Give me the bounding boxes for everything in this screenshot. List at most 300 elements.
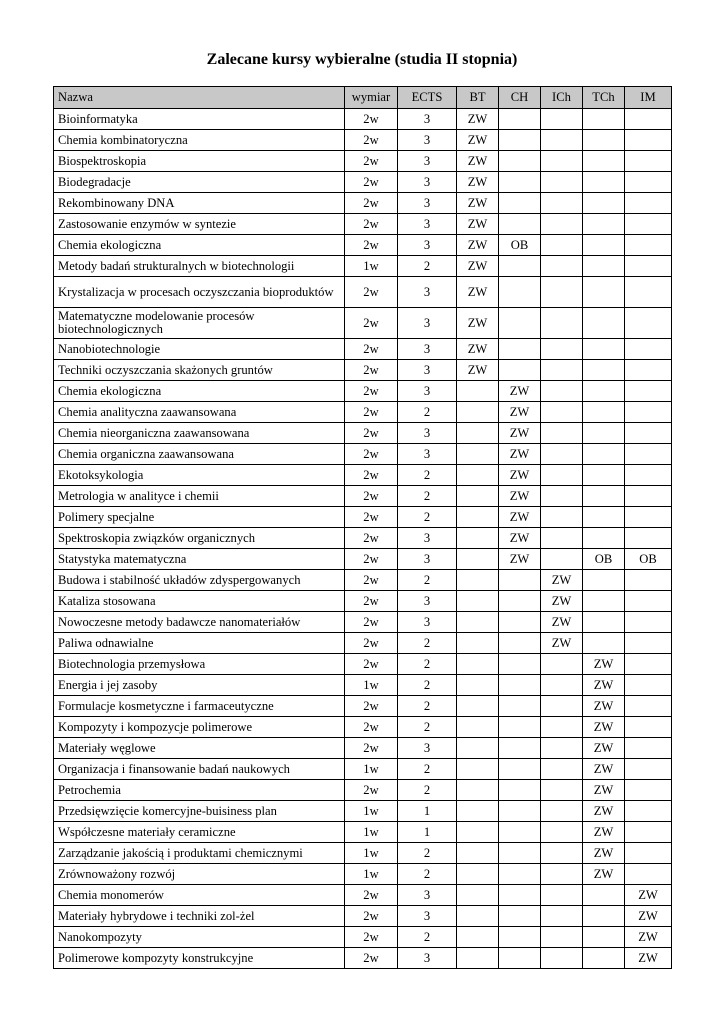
cell-wymiar: 2w xyxy=(345,927,398,948)
page-title: Zalecane kursy wybieralne (studia II stopnia) xyxy=(206,51,518,68)
cell-name: Biodegradacje xyxy=(54,172,345,193)
cell-ects: 2 xyxy=(398,465,457,486)
cell-bt xyxy=(457,465,499,486)
cell-ects: 2 xyxy=(398,507,457,528)
cell-wymiar: 2w xyxy=(345,339,398,360)
cell-ch xyxy=(499,696,541,717)
cell-tch: ZW xyxy=(583,717,625,738)
cell-tch xyxy=(583,591,625,612)
table-row xyxy=(54,308,672,339)
cell-ch xyxy=(499,780,541,801)
cell-ects: 2 xyxy=(398,570,457,591)
cell-ch xyxy=(499,214,541,235)
cell-im xyxy=(625,339,672,360)
table-row xyxy=(54,172,672,193)
cell-bt xyxy=(457,822,499,843)
cell-name: Zrównoważony rozwój xyxy=(54,864,345,885)
table-row xyxy=(54,906,672,927)
cell-ch xyxy=(499,864,541,885)
cell-name: Matematyczne modelowanie procesów biotechnologicznych xyxy=(54,308,345,339)
cell-tch xyxy=(583,109,625,130)
cell-ich xyxy=(541,696,583,717)
cell-ich xyxy=(541,948,583,969)
cell-bt xyxy=(457,612,499,633)
cell-bt xyxy=(457,675,499,696)
cell-ich xyxy=(541,256,583,277)
cell-ich xyxy=(541,759,583,780)
cell-im xyxy=(625,193,672,214)
cell-name: Chemia kombinatoryczna xyxy=(54,130,345,151)
cell-tch xyxy=(583,381,625,402)
cell-im xyxy=(625,172,672,193)
cell-im xyxy=(625,612,672,633)
cell-tch xyxy=(583,528,625,549)
cell-bt xyxy=(457,486,499,507)
cell-ects: 2 xyxy=(398,927,457,948)
cell-ich xyxy=(541,109,583,130)
table-row xyxy=(54,885,672,906)
cell-im xyxy=(625,675,672,696)
cell-ich: ZW xyxy=(541,570,583,591)
table-row xyxy=(54,570,672,591)
cell-tch: ZW xyxy=(583,696,625,717)
cell-bt: ZW xyxy=(457,256,499,277)
cell-im xyxy=(625,235,672,256)
cell-ich xyxy=(541,423,583,444)
cell-ch: ZW xyxy=(499,507,541,528)
cell-ich xyxy=(541,885,583,906)
cell-tch: ZW xyxy=(583,759,625,780)
cell-ich xyxy=(541,339,583,360)
table-row xyxy=(54,402,672,423)
cell-name: Chemia organiczna zaawansowana xyxy=(54,444,345,465)
cell-bt: ZW xyxy=(457,308,499,339)
table-row xyxy=(54,507,672,528)
cell-ich xyxy=(541,151,583,172)
cell-im xyxy=(625,717,672,738)
cell-tch xyxy=(583,256,625,277)
cell-ch xyxy=(499,591,541,612)
table-row xyxy=(54,109,672,130)
cell-ects: 3 xyxy=(398,381,457,402)
cell-bt xyxy=(457,906,499,927)
cell-bt xyxy=(457,843,499,864)
cell-tch xyxy=(583,906,625,927)
cell-im xyxy=(625,277,672,308)
cell-tch xyxy=(583,360,625,381)
cell-wymiar: 2w xyxy=(345,465,398,486)
cell-ects: 3 xyxy=(398,151,457,172)
cell-bt xyxy=(457,528,499,549)
table-row xyxy=(54,193,672,214)
cell-ects: 3 xyxy=(398,360,457,381)
table-row xyxy=(54,612,672,633)
table-row xyxy=(54,675,672,696)
table-row xyxy=(54,633,672,654)
cell-im xyxy=(625,360,672,381)
cell-im: ZW xyxy=(625,927,672,948)
cell-im xyxy=(625,801,672,822)
table-body xyxy=(54,109,672,969)
cell-name: Formulacje kosmetyczne i farmaceutyczne xyxy=(54,696,345,717)
cell-name: Zarządzanie jakością i produktami chemicznymi xyxy=(54,843,345,864)
cell-ects: 2 xyxy=(398,486,457,507)
cell-im xyxy=(625,130,672,151)
cell-ects: 3 xyxy=(398,738,457,759)
cell-ich xyxy=(541,444,583,465)
cell-name: Polimery specjalne xyxy=(54,507,345,528)
header-tch: TCh xyxy=(583,87,625,109)
courses-table xyxy=(53,86,672,969)
header-ects: ECTS xyxy=(398,87,457,109)
cell-ch xyxy=(499,906,541,927)
cell-ects: 3 xyxy=(398,444,457,465)
cell-tch: OB xyxy=(583,549,625,570)
cell-bt xyxy=(457,549,499,570)
cell-wymiar: 2w xyxy=(345,402,398,423)
cell-wymiar: 2w xyxy=(345,423,398,444)
cell-ch xyxy=(499,612,541,633)
cell-ects: 1 xyxy=(398,822,457,843)
table-row xyxy=(54,381,672,402)
cell-ects: 2 xyxy=(398,864,457,885)
cell-im xyxy=(625,381,672,402)
cell-wymiar: 2w xyxy=(345,780,398,801)
cell-ch xyxy=(499,759,541,780)
cell-ich xyxy=(541,717,583,738)
header-im: IM xyxy=(625,87,672,109)
cell-bt: ZW xyxy=(457,151,499,172)
cell-wymiar: 2w xyxy=(345,948,398,969)
cell-bt xyxy=(457,507,499,528)
cell-ects: 3 xyxy=(398,193,457,214)
cell-ch: ZW xyxy=(499,381,541,402)
cell-ects: 2 xyxy=(398,759,457,780)
cell-wymiar: 2w xyxy=(345,507,398,528)
cell-im: ZW xyxy=(625,885,672,906)
table-row xyxy=(54,130,672,151)
cell-ich: ZW xyxy=(541,591,583,612)
table-row xyxy=(54,696,672,717)
table-row xyxy=(54,654,672,675)
cell-ch xyxy=(499,277,541,308)
header-row xyxy=(54,87,672,109)
cell-tch xyxy=(583,172,625,193)
table-row xyxy=(54,864,672,885)
cell-ch xyxy=(499,633,541,654)
cell-tch: ZW xyxy=(583,801,625,822)
cell-ects: 3 xyxy=(398,308,457,339)
cell-ich xyxy=(541,465,583,486)
cell-bt xyxy=(457,717,499,738)
cell-tch: ZW xyxy=(583,738,625,759)
cell-ch xyxy=(499,885,541,906)
cell-tch xyxy=(583,214,625,235)
cell-ects: 3 xyxy=(398,612,457,633)
cell-bt: ZW xyxy=(457,193,499,214)
cell-ich xyxy=(541,780,583,801)
cell-bt xyxy=(457,738,499,759)
cell-wymiar: 2w xyxy=(345,528,398,549)
cell-ich xyxy=(541,549,583,570)
cell-ch: ZW xyxy=(499,486,541,507)
table-row xyxy=(54,717,672,738)
cell-ch xyxy=(499,339,541,360)
cell-wymiar: 2w xyxy=(345,277,398,308)
cell-ich xyxy=(541,308,583,339)
cell-im xyxy=(625,109,672,130)
cell-ects: 2 xyxy=(398,633,457,654)
cell-ects: 3 xyxy=(398,591,457,612)
cell-im xyxy=(625,570,672,591)
cell-ects: 2 xyxy=(398,402,457,423)
cell-im xyxy=(625,308,672,339)
cell-wymiar: 1w xyxy=(345,675,398,696)
cell-name: Ekotoksykologia xyxy=(54,465,345,486)
table-row xyxy=(54,780,672,801)
cell-ch xyxy=(499,717,541,738)
cell-ects: 1 xyxy=(398,801,457,822)
cell-ects: 3 xyxy=(398,235,457,256)
table-row xyxy=(54,277,672,308)
table-row xyxy=(54,486,672,507)
table-row xyxy=(54,759,672,780)
cell-wymiar: 2w xyxy=(345,172,398,193)
cell-name: Biospektroskopia xyxy=(54,151,345,172)
cell-bt xyxy=(457,885,499,906)
cell-ch: ZW xyxy=(499,549,541,570)
table-row xyxy=(54,235,672,256)
cell-bt xyxy=(457,654,499,675)
cell-im: ZW xyxy=(625,948,672,969)
cell-im xyxy=(625,780,672,801)
cell-ich xyxy=(541,277,583,308)
cell-ects: 3 xyxy=(398,214,457,235)
cell-tch: ZW xyxy=(583,822,625,843)
cell-im: OB xyxy=(625,549,672,570)
cell-ich xyxy=(541,675,583,696)
cell-name: Statystyka matematyczna xyxy=(54,549,345,570)
cell-ects: 3 xyxy=(398,130,457,151)
cell-name: Chemia ekologiczna xyxy=(54,381,345,402)
cell-wymiar: 1w xyxy=(345,822,398,843)
cell-ch xyxy=(499,927,541,948)
cell-ch xyxy=(499,109,541,130)
cell-tch xyxy=(583,465,625,486)
cell-ch xyxy=(499,738,541,759)
cell-im xyxy=(625,864,672,885)
cell-bt xyxy=(457,864,499,885)
cell-ch xyxy=(499,172,541,193)
cell-wymiar: 1w xyxy=(345,843,398,864)
cell-ch xyxy=(499,654,541,675)
cell-name: Nanokompozyty xyxy=(54,927,345,948)
cell-bt xyxy=(457,381,499,402)
cell-ich xyxy=(541,402,583,423)
cell-ich xyxy=(541,738,583,759)
cell-wymiar: 2w xyxy=(345,193,398,214)
cell-bt xyxy=(457,948,499,969)
cell-wymiar: 2w xyxy=(345,591,398,612)
cell-ich xyxy=(541,927,583,948)
cell-ects: 3 xyxy=(398,339,457,360)
cell-name: Kompozyty i kompozycje polimerowe xyxy=(54,717,345,738)
cell-ch: ZW xyxy=(499,423,541,444)
table-row xyxy=(54,948,672,969)
cell-im xyxy=(625,214,672,235)
cell-ects: 2 xyxy=(398,256,457,277)
cell-name: Nanobiotechnologie xyxy=(54,339,345,360)
cell-ects: 3 xyxy=(398,885,457,906)
cell-ich xyxy=(541,864,583,885)
cell-bt xyxy=(457,570,499,591)
cell-name: Nowoczesne metody badawcze nanomateriałów xyxy=(54,612,345,633)
cell-ch: ZW xyxy=(499,444,541,465)
cell-wymiar: 2w xyxy=(345,717,398,738)
cell-ects: 3 xyxy=(398,528,457,549)
cell-ch: ZW xyxy=(499,465,541,486)
cell-wymiar: 1w xyxy=(345,759,398,780)
cell-name: Budowa i stabilność układów zdyspergowanych xyxy=(54,570,345,591)
cell-im xyxy=(625,507,672,528)
table-row xyxy=(54,801,672,822)
cell-ich xyxy=(541,801,583,822)
cell-bt: ZW xyxy=(457,277,499,308)
cell-tch xyxy=(583,339,625,360)
header-ich: ICh xyxy=(541,87,583,109)
cell-wymiar: 2w xyxy=(345,633,398,654)
cell-tch xyxy=(583,235,625,256)
cell-wymiar: 2w xyxy=(345,885,398,906)
cell-im xyxy=(625,423,672,444)
cell-wymiar: 2w xyxy=(345,549,398,570)
cell-bt: ZW xyxy=(457,235,499,256)
cell-ch xyxy=(499,151,541,172)
cell-im: ZW xyxy=(625,906,672,927)
cell-ch xyxy=(499,308,541,339)
cell-name: Materiały węglowe xyxy=(54,738,345,759)
cell-im xyxy=(625,843,672,864)
cell-bt: ZW xyxy=(457,172,499,193)
cell-im xyxy=(625,738,672,759)
cell-tch xyxy=(583,151,625,172)
cell-ich xyxy=(541,235,583,256)
cell-wymiar: 2w xyxy=(345,570,398,591)
cell-wymiar: 1w xyxy=(345,256,398,277)
cell-wymiar: 2w xyxy=(345,109,398,130)
cell-bt xyxy=(457,696,499,717)
cell-bt xyxy=(457,591,499,612)
cell-ich xyxy=(541,381,583,402)
header-wymiar: wymiar xyxy=(345,87,398,109)
cell-ich xyxy=(541,507,583,528)
cell-ch xyxy=(499,822,541,843)
cell-ch: OB xyxy=(499,235,541,256)
cell-name: Spektroskopia związków organicznych xyxy=(54,528,345,549)
cell-name: Chemia nieorganiczna zaawansowana xyxy=(54,423,345,444)
cell-ch xyxy=(499,256,541,277)
cell-ch xyxy=(499,801,541,822)
cell-im xyxy=(625,444,672,465)
cell-tch xyxy=(583,507,625,528)
cell-tch xyxy=(583,612,625,633)
cell-wymiar: 2w xyxy=(345,444,398,465)
cell-name: Biotechnologia przemysłowa xyxy=(54,654,345,675)
cell-im xyxy=(625,696,672,717)
cell-name: Kataliza stosowana xyxy=(54,591,345,612)
table-row xyxy=(54,591,672,612)
cell-wymiar: 2w xyxy=(345,235,398,256)
cell-name: Rekombinowany DNA xyxy=(54,193,345,214)
cell-wymiar: 2w xyxy=(345,151,398,172)
cell-bt xyxy=(457,444,499,465)
table-row xyxy=(54,214,672,235)
cell-im xyxy=(625,591,672,612)
table-row xyxy=(54,444,672,465)
cell-ich xyxy=(541,906,583,927)
cell-bt xyxy=(457,801,499,822)
cell-ch xyxy=(499,570,541,591)
cell-ch xyxy=(499,130,541,151)
table-row xyxy=(54,843,672,864)
cell-ch xyxy=(499,360,541,381)
cell-tch: ZW xyxy=(583,780,625,801)
cell-name: Metrologia w analityce i chemii xyxy=(54,486,345,507)
cell-bt xyxy=(457,402,499,423)
cell-im xyxy=(625,822,672,843)
cell-bt: ZW xyxy=(457,109,499,130)
cell-ich xyxy=(541,130,583,151)
cell-bt xyxy=(457,780,499,801)
cell-ch xyxy=(499,675,541,696)
table-row xyxy=(54,465,672,486)
cell-name: Paliwa odnawialne xyxy=(54,633,345,654)
cell-name: Chemia analityczna zaawansowana xyxy=(54,402,345,423)
cell-tch xyxy=(583,885,625,906)
cell-ich: ZW xyxy=(541,612,583,633)
cell-wymiar: 2w xyxy=(345,654,398,675)
table-row xyxy=(54,423,672,444)
cell-name: Petrochemia xyxy=(54,780,345,801)
cell-wymiar: 2w xyxy=(345,486,398,507)
table-row xyxy=(54,256,672,277)
cell-bt: ZW xyxy=(457,214,499,235)
cell-name: Metody badań strukturalnych w biotechnologii xyxy=(54,256,345,277)
cell-im xyxy=(625,633,672,654)
cell-ich xyxy=(541,486,583,507)
cell-tch xyxy=(583,130,625,151)
cell-im xyxy=(625,486,672,507)
cell-wymiar: 2w xyxy=(345,214,398,235)
cell-bt xyxy=(457,759,499,780)
cell-name: Zastosowanie enzymów w syntezie xyxy=(54,214,345,235)
cell-tch xyxy=(583,486,625,507)
cell-tch xyxy=(583,570,625,591)
cell-name: Chemia monomerów xyxy=(54,885,345,906)
cell-ects: 3 xyxy=(398,906,457,927)
cell-ects: 3 xyxy=(398,277,457,308)
cell-wymiar: 1w xyxy=(345,864,398,885)
cell-ich xyxy=(541,172,583,193)
cell-name: Krystalizacja w procesach oczyszczania bioproduktów xyxy=(54,277,345,308)
header-ch: CH xyxy=(499,87,541,109)
table-row xyxy=(54,360,672,381)
cell-ch: ZW xyxy=(499,402,541,423)
cell-bt: ZW xyxy=(457,339,499,360)
cell-ich xyxy=(541,193,583,214)
cell-ects: 3 xyxy=(398,549,457,570)
cell-tch xyxy=(583,948,625,969)
